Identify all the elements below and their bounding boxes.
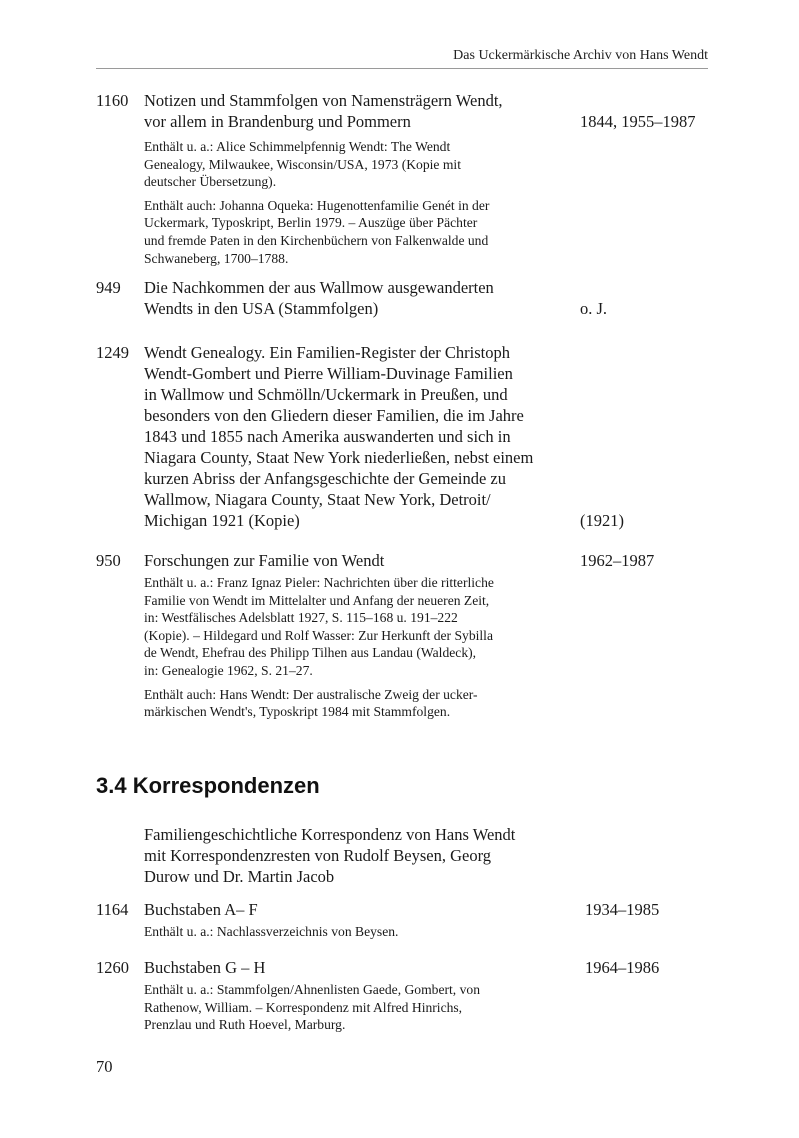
entry-number: 1260 — [96, 958, 129, 977]
title-line: Wendt-Gombert und Pierre William-Duvinage Familien — [144, 364, 513, 383]
note-line: Enthält u. a.: Alice Schimmelpfennig Wendt: The Wendt — [144, 139, 451, 154]
entry-title — [144, 90, 554, 132]
note-line: Uckermark, Typoskript, Berlin 1979. – Auszüge über Pächter — [144, 215, 478, 231]
section-heading: 3.4 Korrespondenzen — [96, 773, 320, 798]
note-line: in: Genealogie 1962, S. 21–27. — [144, 662, 313, 678]
note-line: Enthält u. a.: Franz Ignaz Pieler: Nachrichten über die ritterliche — [144, 575, 494, 590]
note-line: Enthält u. a.: Nachlassverzeichnis von Beysen. — [144, 924, 399, 939]
entry-949 — [96, 277, 708, 319]
entry-950 — [96, 550, 708, 721]
note-line: Enthält auch: Johanna Oqueka: Hugenottenfamilie Genét in der — [144, 197, 490, 213]
note-line: Enthält u. a.: Stammfolgen/Ahnenlisten Gaede, Gombert, von — [144, 982, 480, 997]
entry-number: 949 — [96, 278, 121, 297]
entry-title — [144, 342, 554, 531]
title-line: Notizen und Stammfolgen von Namensträgern Wendt, — [144, 91, 503, 110]
entry-title — [144, 277, 554, 319]
entry-number: 1160 — [96, 91, 129, 110]
entry-title — [144, 957, 554, 978]
title-line: Niagara County, Staat New York niederließen, nebst einem — [144, 448, 534, 467]
note-line: Genealogy, Milwaukee, Wisconsin/USA, 1973 (Kopie mit — [144, 156, 461, 172]
title-line: vor allem in Brandenburg und Pommern — [144, 112, 411, 131]
entry-1160 — [96, 90, 708, 267]
note-line: Familie von Wendt im Mittelalter und Anfang der neueren Zeit, — [144, 592, 490, 608]
entry-date: (1921) — [580, 511, 624, 530]
title-line: Wendt Genealogy. Ein Familien-Register der Christoph — [144, 343, 511, 362]
title-line: Wallmow, Niagara County, Staat New York, Detroit/ — [144, 490, 491, 509]
entry-number: 950 — [96, 551, 121, 570]
title-line: Die Nachkommen der aus Wallmow ausgewanderten — [144, 278, 494, 297]
entry-note — [144, 981, 564, 1034]
entry-1164 — [96, 899, 708, 941]
note-line: de Wendt, Ehefrau des Philipp Tilhen aus Landau (Waldeck), — [144, 645, 477, 661]
entry-date: 1964–1986 — [585, 958, 660, 977]
entry-number: 1164 — [96, 900, 129, 919]
title-line: 1843 und 1855 nach Amerika auswanderten und sich in — [144, 427, 511, 446]
entry-date: 1844, 1955–1987 — [580, 112, 696, 131]
note-line: in: Westfälisches Adelsblatt 1927, S. 115–168 u. 191–222 — [144, 610, 458, 626]
note-line: Enthält auch: Hans Wendt: Der australische Zweig der ucker- — [144, 686, 478, 702]
entry-1249 — [96, 342, 708, 531]
note-line: deutscher Übersetzung). — [144, 174, 277, 190]
page-number: 70 — [96, 1057, 113, 1076]
entry-note — [144, 197, 564, 267]
entry-date: 1962–1987 — [580, 551, 655, 570]
note-line: Rathenow, William. – Korrespondenz mit Alfred Hinrichs, — [144, 999, 463, 1015]
note-line: märkischen Wendt's, Typoskript 1984 mit Stammfolgen. — [144, 704, 451, 720]
entry-title — [144, 899, 554, 920]
running-head: Das Uckermärkische Archiv von Hans Wendt — [453, 48, 708, 63]
entry-title — [144, 550, 554, 571]
intro-line: Familiengeschichtliche Korrespondenz von Hans Wendt — [144, 825, 516, 844]
entry-date: o. J. — [580, 299, 608, 318]
title-line: Buchstaben G – H — [144, 958, 266, 977]
title-line: Wendts in den USA (Stammfolgen) — [144, 299, 379, 318]
title-line: Forschungen zur Familie von Wendt — [144, 551, 385, 570]
entry-date: 1934–1985 — [585, 900, 660, 919]
entry-note — [144, 138, 564, 191]
section-intro — [144, 824, 564, 887]
title-line: Michigan 1921 (Kopie) — [144, 511, 300, 530]
entry-1260 — [96, 957, 708, 1034]
intro-line: Durow und Dr. Martin Jacob — [144, 867, 335, 886]
entry-note — [144, 923, 564, 941]
header-rule — [96, 68, 708, 69]
entry-number: 1249 — [96, 343, 129, 362]
title-line: in Wallmow und Schmölln/Uckermark in Preußen, und — [144, 385, 508, 404]
intro-line: mit Korrespondenzresten von Rudolf Beysen, Georg — [144, 846, 492, 865]
entry-note — [144, 686, 564, 721]
entry-note — [144, 574, 564, 680]
title-line: Buchstaben A– F — [144, 900, 258, 919]
note-line: Prenzlau und Ruth Hoevel, Marburg. — [144, 1017, 346, 1033]
note-line: und fremde Paten in den Kirchenbüchern von Falkenwalde und — [144, 232, 489, 248]
title-line: kurzen Abriss der Anfangsgeschichte der Gemeinde zu — [144, 469, 506, 488]
note-line: (Kopie). – Hildegard und Rolf Wasser: Zur Herkunft der Sybilla — [144, 627, 493, 643]
note-line: Schwaneberg, 1700–1788. — [144, 250, 289, 266]
title-line: besonders von den Gliedern dieser Familien, die im Jahre — [144, 406, 524, 425]
